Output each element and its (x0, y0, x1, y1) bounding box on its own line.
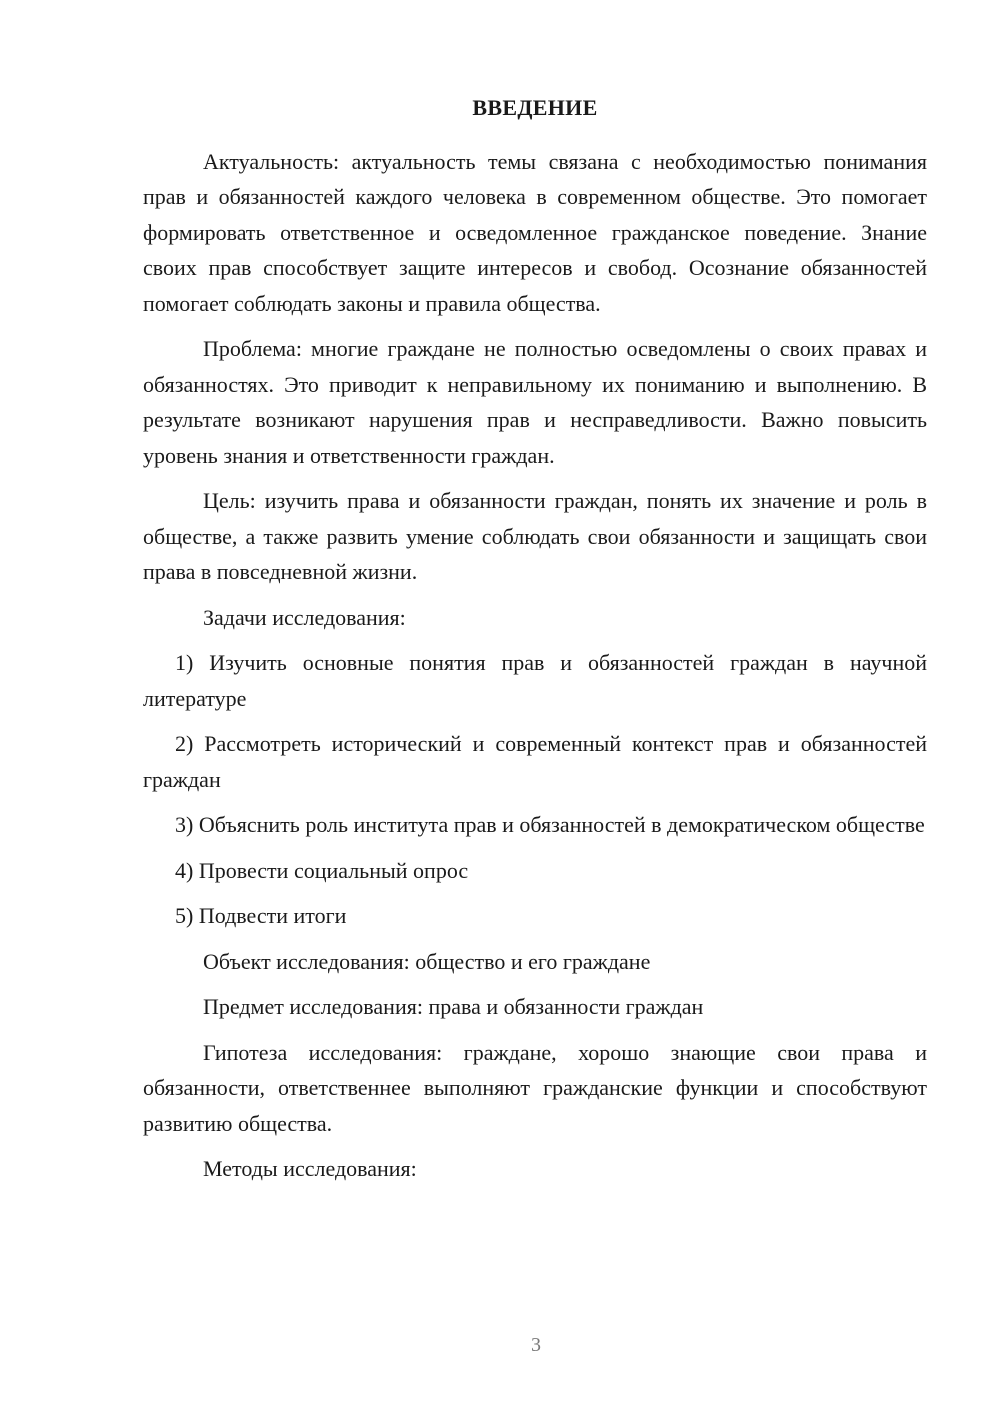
relevance-paragraph: Актуальность: актуальность темы связана с необходимостью понимания прав и обязанностей каждого человека в современном обществе. Это помогает формировать ответственное и осведомленное гражданское поведение. Знание своих прав способствует защите интересов и свобод. Осознание обязанностей помогает соблюдать законы и правила общества. (143, 148, 927, 316)
task-item-3: 3) Объяснить роль института прав и обязанностей в демократическом обществе (175, 812, 925, 837)
tasks-heading: Задачи исследования: (203, 604, 406, 630)
subject-paragraph: Предмет исследования: права и обязанности граждан (203, 994, 704, 1019)
task-item-4: 4) Провести социальный опрос (175, 857, 469, 883)
methods-heading: Методы исследования: (203, 1156, 417, 1181)
page-title: ВВЕДЕНИЕ (472, 95, 598, 120)
task-item-5: 5) Подвести итоги (175, 903, 347, 928)
page-number: 3 (531, 1334, 541, 1356)
goal-paragraph: Цель: изучить права и обязанности граждан, понять их значение и роль в обществе, а также развить умение соблюдать свои обязанности и защищать свои права в повседневной жизни. (143, 488, 927, 584)
document-page (143, 90, 927, 1197)
task-item-1: 1) Изучить основные понятия прав и обязанностей граждан в научной литературе (143, 650, 927, 711)
object-paragraph: Объект исследования: общество и его граждане (203, 948, 651, 974)
hypothesis-paragraph: Гипотеза исследования: граждане, хорошо знающие свои права и обязанности, ответственнее выполняют гражданские функции и способствуют развитию общества. (143, 1039, 927, 1136)
task-item-2: 2) Рассмотреть исторический и современный контекст прав и обязанностей граждан (143, 731, 927, 792)
problem-paragraph: Проблема: многие граждане не полностью осведомлены о своих правах и обязанностях. Это приводит к неправильному их пониманию и выполнению. В результате возникают нарушения прав и несправедливости. Важно повысить уровень знания и ответственности граждан. (143, 336, 927, 468)
